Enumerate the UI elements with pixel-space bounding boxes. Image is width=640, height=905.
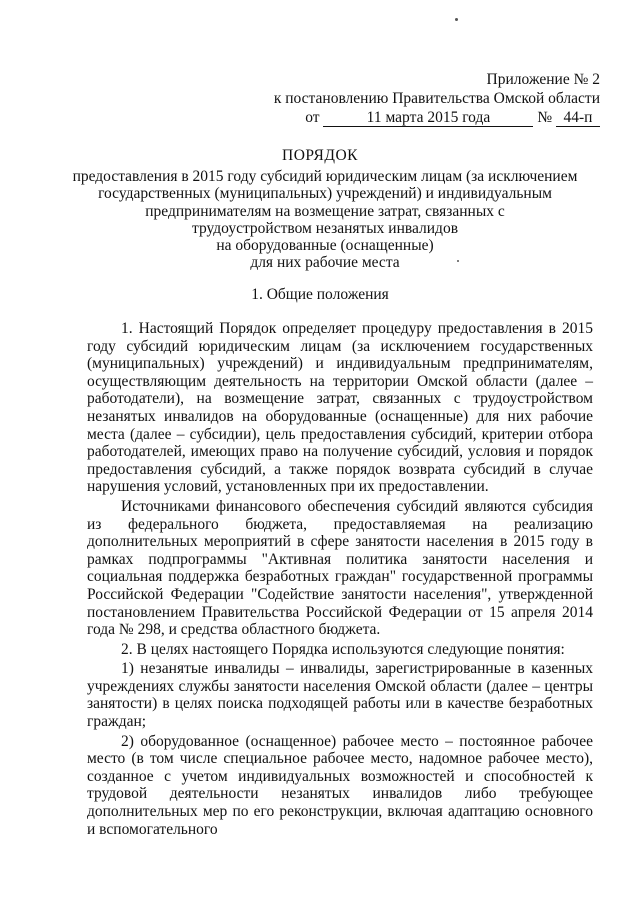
- appendix-resolution: к постановлению Правительства Омской области: [273, 90, 600, 107]
- appendix-date-line: [240, 108, 600, 127]
- appendix-header: [240, 70, 600, 127]
- paragraph-1: 1. Настоящий Порядок определяет процедуру предоставления в 2015 году субсидий юридическим лицам (за исключением государственных (муниципальных) учреждений) и индивидуальным предпринимателям, осуществляющим деятельность на территории Омской области (далее – работодатели), на возмещение затрат, связанных с трудоустройством незанятых инвалидов на оборудованные (оснащенные) для них рабочие места (далее – субсидии), цель предоставления субсидий, критерии отбора работодателей, имеющих право на получение субсидий, условия и порядок предоставления субсидий, а также порядок возврата субсидий в случае нарушения условий, установленных при их предоставлении.: [87, 320, 593, 496]
- document-subtitle: [70, 168, 580, 272]
- paragraph-2: Источниками финансового обеспечения субсидий являются субсидия из федерального бюджета, предоставляемая на реализацию дополнительных мероприятий в сфере занятости населения в 2015 году в рамках подпрограммы "Активная политика занятости населения и социальная поддержка безработных граждан" государственной программы Российской Федерации "Содействие занятости населения", утвержденной постановлением Правительства Российской Федерации от 15 апреля 2014 года № 298, и средства областного бюджета.: [87, 497, 593, 639]
- subtitle-line: для них рабочие места: [250, 254, 400, 272]
- subtitle-line: предпринимателям на возмещение затрат, связанных с: [145, 202, 505, 220]
- paragraph-5: 2) оборудованное (оснащенное) рабочее место – постоянное рабочее место (в том числе специальное рабочее место, надомное рабочее место), созданное с учетом индивидуальных возможностей и способностей к трудовой деятельности незанятых инвалидов либо требующее дополнительных мер по его реконструкции, включая адаптацию основного и вспомогательного: [87, 732, 593, 838]
- resolution-date: 11 марта 2015 года: [323, 110, 533, 127]
- subtitle-line: государственных (муниципальных) учреждений) и индивидуальным: [98, 185, 552, 203]
- date-prefix: от: [305, 109, 320, 126]
- number-sign: №: [537, 109, 553, 126]
- paragraph-4: 1) незанятые инвалиды – инвалиды, зарегистрированные в казенных учреждениях службы занятости населения Омской области (далее – центры занятости) в целях поиска подходящей работы или в качестве безработных граждан;: [87, 660, 593, 731]
- subtitle-line: предоставления в 2015 году субсидий юридическим лицам (за исключением: [72, 168, 578, 185]
- section-heading: 1. Общие положения: [251, 286, 389, 303]
- document-body: [87, 320, 593, 840]
- paragraph-3: 2. В целях настоящего Порядка используются следующие понятия:: [121, 640, 565, 658]
- subtitle-line: на оборудованные (оснащенные): [216, 237, 434, 255]
- resolution-number: 44-п: [556, 110, 600, 127]
- subtitle-line: трудоустройством незанятых инвалидов: [191, 219, 459, 237]
- appendix-number: Приложение № 2: [486, 71, 600, 88]
- scan-speck: [455, 18, 458, 21]
- document-title: ПОРЯДОК: [282, 147, 358, 164]
